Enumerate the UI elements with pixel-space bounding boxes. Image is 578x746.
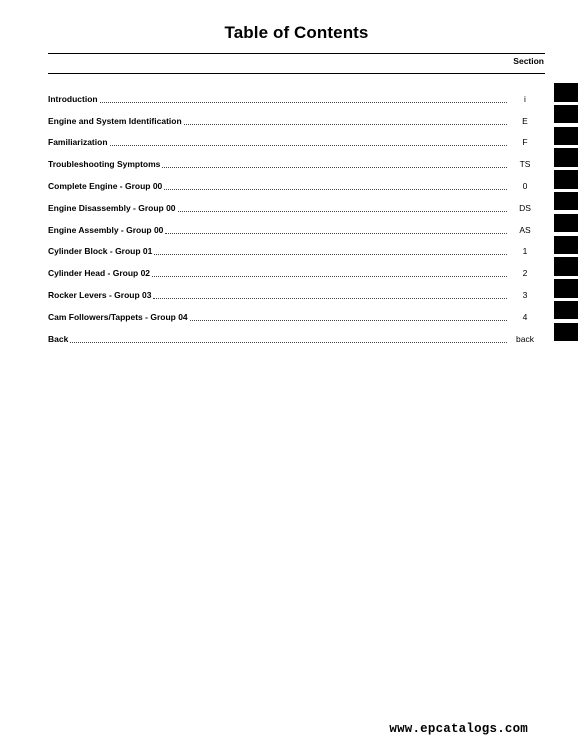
dot-leader — [178, 210, 507, 212]
toc-entry-troubleshooting-symptoms[interactable] — [48, 153, 545, 175]
toc-entry-engine-assembly[interactable] — [48, 219, 545, 241]
dot-leader — [100, 101, 507, 103]
dot-leader — [165, 232, 507, 234]
toc-entry-title: Back — [48, 333, 69, 344]
toc-entry-engine-disassembly[interactable] — [48, 197, 545, 219]
section-tab-back[interactable] — [554, 323, 578, 342]
toc-entry-cam-followers-tappets[interactable] — [48, 306, 545, 328]
dot-leader — [152, 275, 507, 277]
toc-entry-title: Engine and System Identification — [48, 115, 182, 126]
toc-entry-title: Cam Followers/Tappets - Group 04 — [48, 311, 188, 322]
dot-leader — [162, 166, 507, 168]
section-tab-engine-system-identification[interactable] — [554, 105, 578, 124]
dot-leader — [184, 123, 507, 125]
toc-entry-title: Rocker Levers - Group 03 — [48, 290, 152, 301]
toc-entry-introduction[interactable] — [48, 88, 545, 110]
toc-entry-back[interactable] — [48, 328, 545, 350]
toc-entry-section: TS — [519, 159, 531, 170]
toc-entry-title: Cylinder Head - Group 02 — [48, 268, 151, 279]
toc-entry-complete-engine[interactable] — [48, 175, 545, 197]
section-tab-introduction[interactable] — [554, 83, 578, 102]
dot-leader — [190, 319, 507, 321]
dot-leader — [153, 297, 507, 299]
page-title: Table of Contents — [224, 23, 369, 42]
toc-entry-title: Familiarization — [48, 137, 108, 148]
toc-entry-cylinder-head[interactable] — [48, 262, 545, 284]
toc-entry-title: Engine Disassembly - Group 00 — [48, 202, 176, 213]
toc-entry-rocker-levers[interactable] — [48, 284, 545, 306]
section-tab-cylinder-head[interactable] — [554, 257, 578, 276]
toc-entry-familiarization[interactable] — [48, 132, 545, 154]
toc-entry-section: E — [522, 115, 528, 126]
toc-entry-section: 0 — [522, 181, 528, 192]
section-tab-engine-assembly[interactable] — [554, 214, 578, 233]
toc-entry-section: i — [524, 93, 526, 104]
toc-entry-cylinder-block[interactable] — [48, 241, 545, 263]
section-tab-rocker-levers[interactable] — [554, 279, 578, 298]
toc-entry-title: Cylinder Block - Group 01 — [48, 246, 153, 257]
toc-entry-title: Complete Engine - Group 00 — [48, 181, 163, 192]
toc-entry-title: Troubleshooting Symptoms — [48, 159, 161, 170]
section-tab-troubleshooting-symptoms[interactable] — [554, 148, 578, 167]
section-tab-familiarization[interactable] — [554, 127, 578, 146]
section-column-header: Section — [513, 56, 544, 66]
title-rule-bottom — [48, 73, 545, 74]
section-tab-complete-engine[interactable] — [554, 170, 578, 189]
toc-entry-section: 2 — [522, 268, 528, 279]
toc-entry-section: F — [522, 137, 528, 148]
toc-entry-section: 4 — [522, 311, 528, 322]
dot-leader — [110, 144, 507, 146]
title-rule-top — [48, 53, 545, 54]
toc-entry-engine-system-identification[interactable] — [48, 110, 545, 132]
footer-watermark-url: www.epcatalogs.com — [389, 722, 528, 736]
toc-entry-title: Engine Assembly - Group 00 — [48, 224, 164, 235]
toc-entry-section: 1 — [522, 246, 528, 257]
dot-leader — [154, 253, 507, 255]
table-of-contents — [48, 88, 545, 350]
dot-leader — [164, 188, 507, 190]
section-tab-cam-followers-tappets[interactable] — [554, 301, 578, 320]
dot-leader — [70, 341, 507, 343]
toc-entry-section: AS — [519, 224, 531, 235]
toc-entry-section: back — [516, 333, 534, 344]
toc-entry-section: 3 — [522, 290, 528, 301]
toc-entry-title: Introduction — [48, 93, 98, 104]
section-tab-engine-disassembly[interactable] — [554, 192, 578, 211]
section-tab-cylinder-block[interactable] — [554, 236, 578, 255]
toc-entry-section: DS — [519, 202, 531, 213]
section-thumb-tabs — [554, 83, 578, 345]
